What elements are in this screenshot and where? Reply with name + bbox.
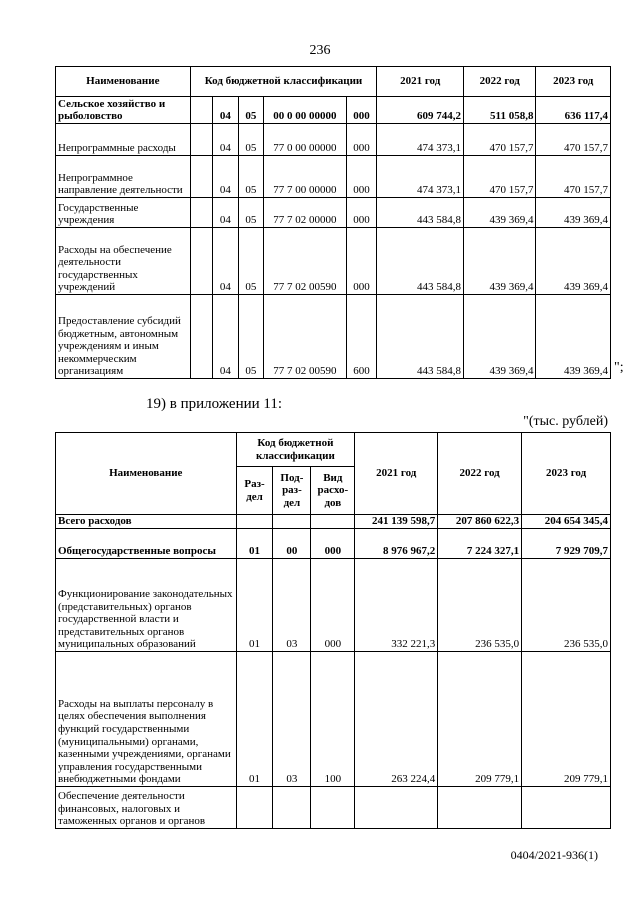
table-row xyxy=(56,124,611,156)
row-2023: 236 535,0 xyxy=(522,559,611,652)
header-2023: 2023 год xyxy=(522,433,611,515)
row-name: Расходы на выплаты персоналу в целях обеспечения выполнения функций государственными (муниципальными) органами, казенными учреждениями, органами управления государственными внебюджетными фондами xyxy=(56,652,237,787)
row-2021: 443 584,8 xyxy=(377,295,464,379)
row-2021: 263 224,4 xyxy=(355,652,438,787)
row-target-article: 77 7 02 00590 xyxy=(264,228,347,295)
row-2023 xyxy=(522,787,611,829)
row-2023: 439 369,4 xyxy=(536,198,611,228)
header-podrazdel: Под-раз-дел xyxy=(273,467,311,515)
row-expense-type: 000 xyxy=(311,559,355,652)
row-podrazdel: 00 xyxy=(273,529,311,559)
row-expense-type: 600 xyxy=(346,295,377,379)
row-podrazdel xyxy=(273,515,311,529)
row-name: Всего расходов xyxy=(56,515,237,529)
row-target-article: 77 7 02 00000 xyxy=(264,198,347,228)
closing-quote: "; xyxy=(614,360,624,375)
table1-body xyxy=(56,97,611,379)
spacer-cell xyxy=(190,228,212,295)
row-razdel: 04 xyxy=(213,156,239,198)
row-target-article: 77 0 00 00000 xyxy=(264,124,347,156)
row-name: Функционирование законодательных (представительных) органов государственной власти и представительных органов муниципальных образований xyxy=(56,559,237,652)
row-2022: 511 058,8 xyxy=(464,97,536,124)
row-2021: 474 373,1 xyxy=(377,124,464,156)
row-2022: 7 224 327,1 xyxy=(438,529,522,559)
row-expense-type: 000 xyxy=(346,156,377,198)
row-2022: 439 369,4 xyxy=(464,198,536,228)
row-expense-type: 000 xyxy=(311,529,355,559)
row-2022: 207 860 622,3 xyxy=(438,515,522,529)
row-razdel xyxy=(236,787,273,829)
table-row xyxy=(56,559,611,652)
row-target-article: 00 0 00 00000 xyxy=(264,97,347,124)
header-code: Код бюджетной классификации xyxy=(190,67,377,97)
header-2021: 2021 год xyxy=(377,67,464,97)
row-expense-type: 000 xyxy=(346,97,377,124)
header-code: Код бюджетной классификации xyxy=(236,433,355,467)
row-expense-type: 000 xyxy=(346,124,377,156)
row-name: Предоставление субсидий бюджетным, автономным учреждениям и иным некоммерческим организациям xyxy=(56,295,191,379)
row-name: Расходы на обеспечение деятельности государственных учреждений xyxy=(56,228,191,295)
row-name: Сельское хозяйство и рыболовство xyxy=(56,97,191,124)
row-expense-type: 000 xyxy=(346,228,377,295)
table-row xyxy=(56,529,611,559)
header-name: Наименование xyxy=(56,433,237,515)
row-expense-type xyxy=(311,515,355,529)
table-row xyxy=(56,787,611,829)
table-row xyxy=(56,228,611,295)
row-razdel: 04 xyxy=(213,198,239,228)
row-podrazdel: 05 xyxy=(238,156,264,198)
section-title: 19) в приложении 11: xyxy=(146,396,283,412)
row-razdel: 04 xyxy=(213,97,239,124)
row-2022: 236 535,0 xyxy=(438,559,522,652)
spacer-cell xyxy=(190,124,212,156)
spacer-cell xyxy=(190,198,212,228)
row-2023: 636 117,4 xyxy=(536,97,611,124)
row-2021: 609 744,2 xyxy=(377,97,464,124)
row-razdel: 04 xyxy=(213,295,239,379)
row-2022: 470 157,7 xyxy=(464,124,536,156)
row-2021: 8 976 967,2 xyxy=(355,529,438,559)
row-2022: 439 369,4 xyxy=(464,295,536,379)
table-row xyxy=(56,515,611,529)
header-2022: 2022 год xyxy=(464,67,536,97)
row-2022: 209 779,1 xyxy=(438,652,522,787)
footer-code: 0404/2021-936(1) xyxy=(510,848,598,862)
row-target-article: 77 7 00 00000 xyxy=(264,156,347,198)
page-number: 236 xyxy=(309,43,331,58)
row-expense-type: 000 xyxy=(346,198,377,228)
header-2022: 2022 год xyxy=(438,433,522,515)
row-name: Государственные учреждения xyxy=(56,198,191,228)
header-2023: 2023 год xyxy=(536,67,611,97)
units-label: "(тыс. рублей) xyxy=(523,414,608,429)
row-expense-type: 100 xyxy=(311,652,355,787)
row-name: Непрограммное направление деятельности xyxy=(56,156,191,198)
table-row xyxy=(56,97,611,124)
row-2023: 7 929 709,7 xyxy=(522,529,611,559)
row-razdel: 04 xyxy=(213,124,239,156)
row-2023: 204 654 345,4 xyxy=(522,515,611,529)
row-razdel: 01 xyxy=(236,652,273,787)
row-2021 xyxy=(355,787,438,829)
row-2021: 241 139 598,7 xyxy=(355,515,438,529)
row-podrazdel: 05 xyxy=(238,124,264,156)
row-expense-type xyxy=(311,787,355,829)
header-2021: 2021 год xyxy=(355,433,438,515)
header-name: Наименование xyxy=(56,67,191,97)
budget-table-continued xyxy=(55,66,611,379)
row-razdel xyxy=(236,515,273,529)
row-podrazdel xyxy=(273,787,311,829)
row-name: Непрограммные расходы xyxy=(56,124,191,156)
row-2023: 209 779,1 xyxy=(522,652,611,787)
row-name: Общегосударственные вопросы xyxy=(56,529,237,559)
row-razdel: 01 xyxy=(236,559,273,652)
row-podrazdel: 03 xyxy=(273,559,311,652)
row-2022: 470 157,7 xyxy=(464,156,536,198)
row-podrazdel: 05 xyxy=(238,295,264,379)
spacer-cell xyxy=(190,156,212,198)
row-razdel: 04 xyxy=(213,228,239,295)
row-2022: 439 369,4 xyxy=(464,228,536,295)
table-row xyxy=(56,652,611,787)
row-2023: 439 369,4 xyxy=(536,228,611,295)
header-vid-rashodov: Вид расхо-дов xyxy=(311,467,355,515)
row-2021: 443 584,8 xyxy=(377,198,464,228)
spacer-cell xyxy=(190,295,212,379)
row-razdel: 01 xyxy=(236,529,273,559)
header-razdel: Раз-дел xyxy=(236,467,273,515)
table-row xyxy=(56,198,611,228)
row-podrazdel: 05 xyxy=(238,228,264,295)
table2-body xyxy=(56,515,611,829)
row-2021: 443 584,8 xyxy=(377,228,464,295)
row-2022 xyxy=(438,787,522,829)
row-podrazdel: 05 xyxy=(238,97,264,124)
table-row xyxy=(56,295,611,379)
row-2023: 470 157,7 xyxy=(536,156,611,198)
row-2021: 474 373,1 xyxy=(377,156,464,198)
spacer-cell xyxy=(190,97,212,124)
row-2021: 332 221,3 xyxy=(355,559,438,652)
row-name: Обеспечение деятельности финансовых, налоговых и таможенных органов и органов xyxy=(56,787,237,829)
row-2023: 439 369,4 xyxy=(536,295,611,379)
row-2023: 470 157,7 xyxy=(536,124,611,156)
row-podrazdel: 03 xyxy=(273,652,311,787)
row-podrazdel: 05 xyxy=(238,198,264,228)
appendix-11-table xyxy=(55,432,611,829)
table-row xyxy=(56,156,611,198)
row-target-article: 77 7 02 00590 xyxy=(264,295,347,379)
